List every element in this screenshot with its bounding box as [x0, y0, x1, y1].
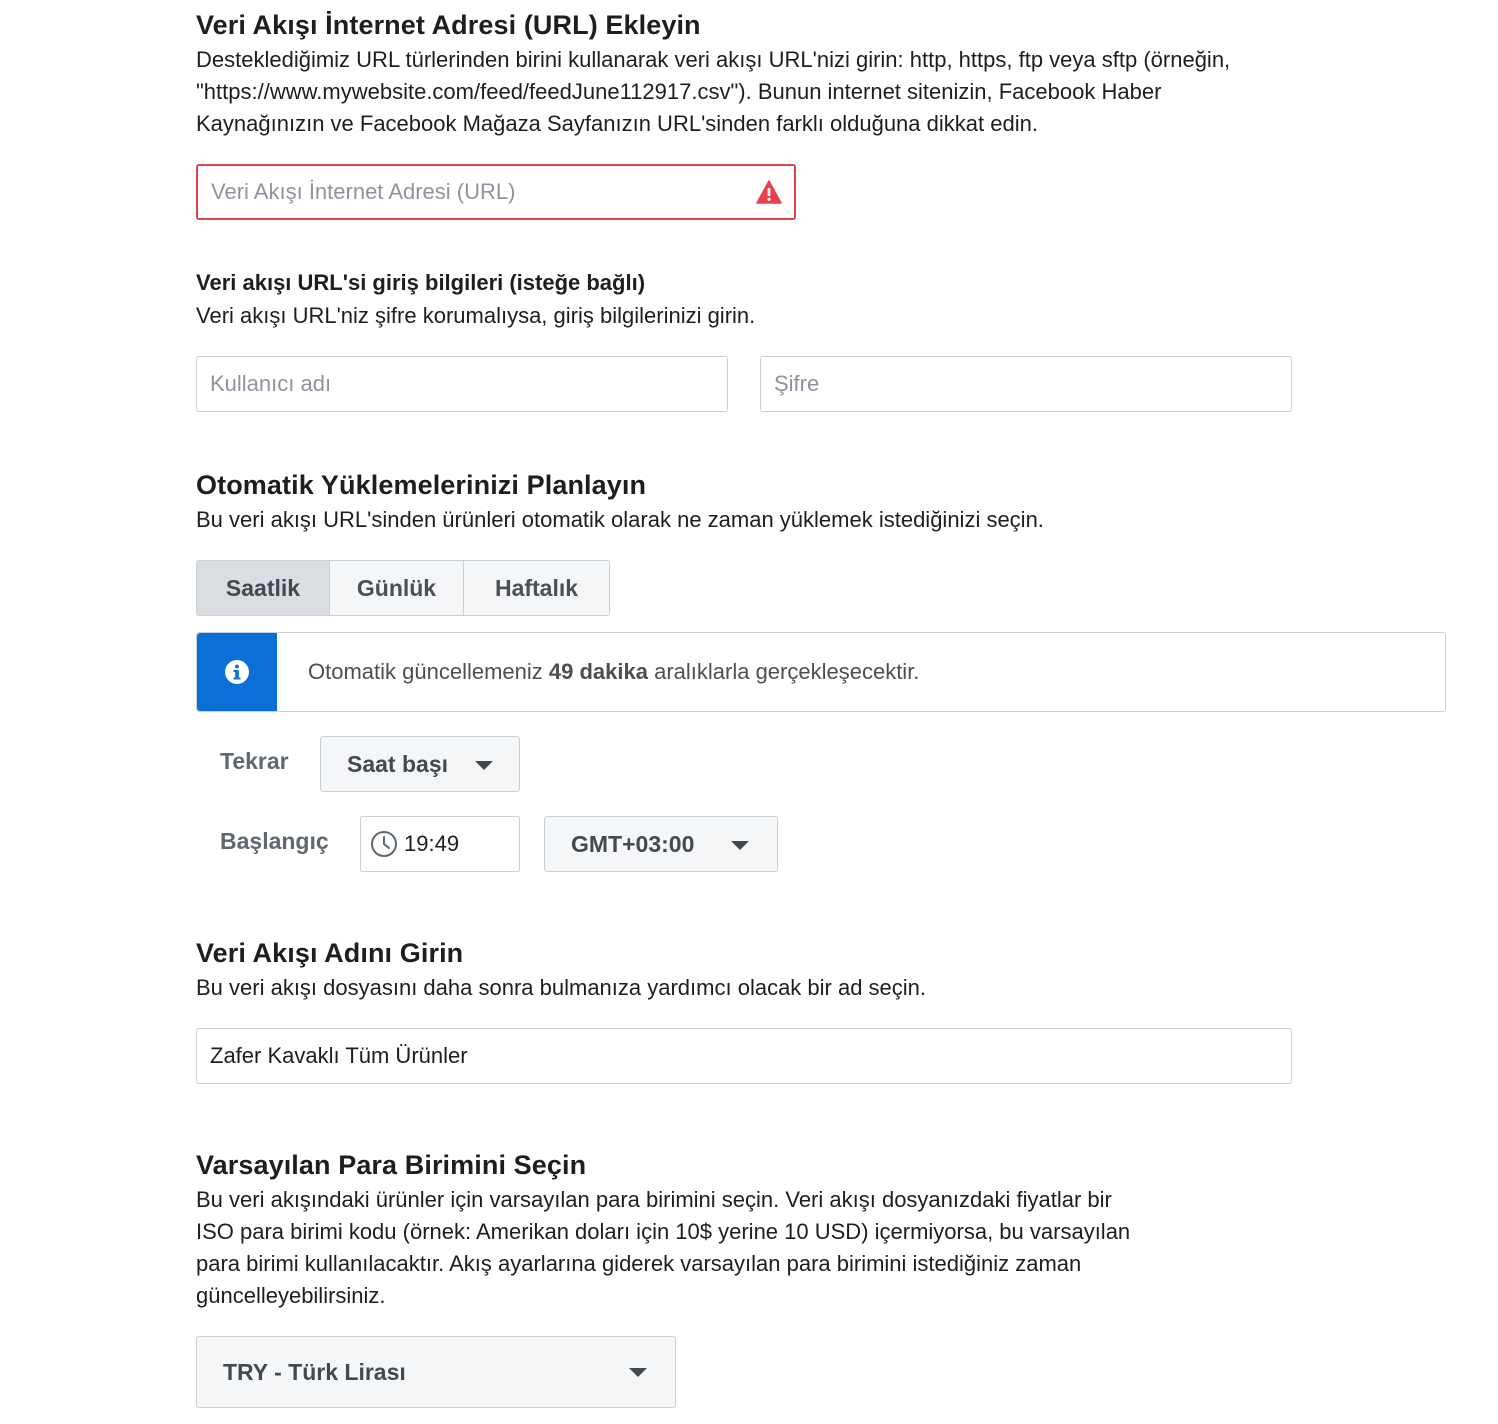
- currency-section-title: Varsayılan Para Birimini Seçin: [196, 1150, 587, 1180]
- tab-hourly[interactable]: Saatlik: [197, 561, 330, 615]
- chevron-down-icon: [731, 841, 749, 850]
- login-section-description: Veri akışı URL'niz şifre korumalıysa, giriş bilgilerinizi girin.: [196, 303, 756, 328]
- name-section-title: Veri Akışı Adını Girin: [196, 938, 464, 968]
- url-desc-line-2: "https://www.mywebsite.com/feed/feedJune112917.csv"). Bunun internet sitenizin, Facebook Haber: [196, 79, 1162, 104]
- start-time-input[interactable]: [360, 816, 520, 872]
- url-section-title: Veri Akışı İnternet Adresi (URL) Ekleyin: [196, 10, 701, 40]
- repeat-label: Tekrar: [220, 748, 289, 774]
- start-time-value: 19:49: [404, 831, 460, 856]
- tab-daily[interactable]: Günlük: [330, 561, 464, 615]
- currency-desc-line-1: Bu veri akışındaki ürünler için varsayılan para birimini seçin. Veri akışı dosyanızdaki fiyatlar bir: [196, 1187, 1112, 1212]
- currency-value: TRY - Türk Lirası: [223, 1358, 406, 1385]
- currency-desc-line-2: ISO para birimi kodu (örnek: Amerikan doları için 10$ yerine 10 USD) içermiyorsa, bu varsayılan: [196, 1219, 1131, 1244]
- feed-url-input[interactable]: [196, 164, 796, 220]
- update-interval-text: [277, 659, 919, 685]
- login-section-title: Veri akışı URL'si giriş bilgileri (isteğe bağlı): [196, 270, 646, 295]
- name-section-description: Bu veri akışı dosyasını daha sonra bulmanıza yardımcı olacak bir ad seçin.: [196, 975, 927, 1000]
- info-icon: [224, 659, 250, 685]
- currency-desc-line-3: para birimi kullanılacaktır. Akış ayarlarına giderek varsayılan para birimini istediğiniz zaman: [196, 1251, 1082, 1276]
- tab-weekly[interactable]: Haftalık: [464, 561, 609, 615]
- update-interval-notice: [196, 632, 1446, 712]
- url-desc-line-1: Desteklediğimiz URL türlerinden birini kullanarak veri akışı URL'nizi girin: http, https, ftp veya sftp (örneğin,: [196, 47, 1231, 72]
- timezone-dropdown[interactable]: [544, 816, 778, 872]
- repeat-value: Saat başı: [347, 750, 448, 777]
- info-text-prefix: Otomatik güncellemeniz: [308, 659, 549, 684]
- chevron-down-icon: [629, 1368, 647, 1377]
- feed-name-value: Zafer Kavaklı Tüm Ürünler: [210, 1043, 468, 1068]
- warning-triangle-icon: [756, 180, 782, 204]
- password-placeholder: Şifre: [774, 371, 820, 396]
- info-icon-panel: [197, 633, 277, 711]
- currency-desc-line-4: güncelleyebilirsiniz.: [196, 1283, 386, 1308]
- feed-name-input[interactable]: [196, 1028, 1292, 1084]
- url-desc-line-3: Kaynağınızın ve Facebook Mağaza Sayfanızın URL'sinden farklı olduğuna dikkat edin.: [196, 111, 1038, 136]
- schedule-section-title: Otomatik Yüklemelerinizi Planlayın: [196, 470, 647, 500]
- password-input[interactable]: [760, 356, 1292, 412]
- username-input[interactable]: [196, 356, 728, 412]
- chevron-down-icon: [475, 761, 493, 770]
- info-text-suffix: aralıklarla gerçekleşecektir.: [647, 659, 920, 684]
- feed-url-placeholder: Veri Akışı İnternet Adresi (URL): [211, 179, 516, 204]
- url-section-description: [196, 44, 1230, 140]
- clock-icon: [370, 830, 398, 858]
- username-placeholder: Kullanıcı adı: [210, 371, 332, 396]
- currency-section-description: [196, 1184, 1130, 1312]
- start-label: Başlangıç: [220, 828, 329, 854]
- schedule-section-description: Bu veri akışı URL'sinden ürünleri otomatik olarak ne zaman yüklemek istediğinizi seçin.: [196, 507, 1044, 532]
- timezone-value: GMT+03:00: [571, 830, 695, 857]
- currency-dropdown[interactable]: [196, 1336, 676, 1408]
- repeat-dropdown[interactable]: [320, 736, 520, 792]
- info-interval-value: 49 dakika: [548, 659, 648, 684]
- schedule-frequency-tabs: [196, 560, 610, 616]
